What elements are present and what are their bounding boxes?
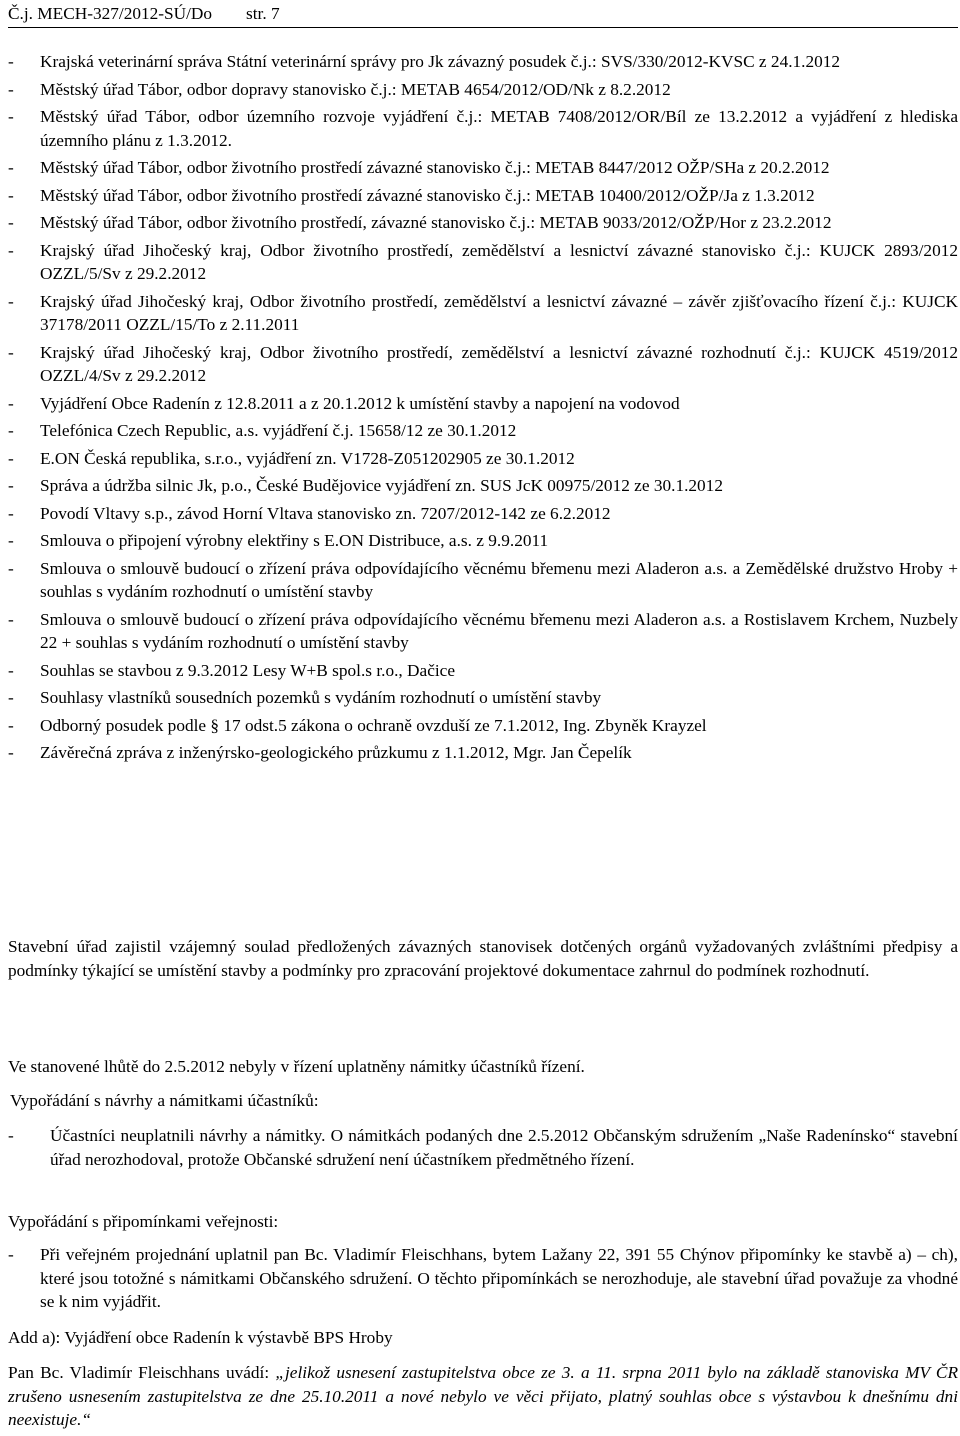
list-item-text: Městský úřad Tábor, odbor dopravy stanovisko č.j.: METAB 4654/2012/OD/Nk z 8.2.2012 xyxy=(40,79,671,99)
list-item-text: Odborný posudek podle § 17 odst.5 zákona o ochraně ovzduší ze 7.1.2012, Ing. Zbyněk Krayzel xyxy=(40,715,707,735)
page-number: str. 7 xyxy=(246,4,280,23)
header-divider xyxy=(8,27,958,28)
list-item xyxy=(8,211,958,235)
list-dash: - xyxy=(8,342,14,362)
deadline-paragraph: Ve stanovené lhůtě do 2.5.2012 nebyly v řízení uplatněny námitky účastníků řízení. xyxy=(8,1057,585,1076)
page-header xyxy=(8,2,958,26)
list-item xyxy=(8,392,958,416)
list-dash: - xyxy=(8,185,14,205)
list-item xyxy=(8,239,958,286)
conclusion-paragraph: Stavební úřad zajistil vzájemný soulad předložených závazných stanovisek dotčených orgánů vyžadovaných zvláštními předpisy a podmínky týkající se umístění stavby a podmínky pro zpracování projektové dokumentace zahrnul do podmínek rozhodnutí. xyxy=(8,937,958,980)
list-dash: - xyxy=(8,213,14,232)
list-dash: - xyxy=(8,421,14,440)
quote-paragraph xyxy=(8,1361,958,1432)
list-item-text: Krajský úřad Jihočeský kraj, Odbor životního prostředí, zemědělství a lesnictví závazné – závěr zjišťovacího řízení č.j.: KUJCK 37178/2011 OZZL/15/To z 2.11.2011 xyxy=(40,291,958,334)
list-item-text: Městský úřad Tábor, odbor životního prostředí, závazné stanovisko č.j.: METAB 9033/2012/OŽP/Hor z 23.2.2012 xyxy=(40,213,832,232)
list-dash: - xyxy=(8,743,14,762)
public-item xyxy=(8,1243,958,1314)
list-item xyxy=(8,741,958,765)
list-item-text: Městský úřad Tábor, odbor životního prostředí závazné stanovisko č.j.: METAB 8447/2012 OŽP/SHa z 20.2.2012 xyxy=(40,158,830,177)
list-item-text: Správa a údržba silnic Jk, p.o., České Budějovice vyjádření zn. SUS JcK 00975/2012 ze 30.1.2012 xyxy=(40,476,723,495)
list-dash: - xyxy=(8,531,14,550)
list-item-text: Městský úřad Tábor, odbor územního rozvoje vyjádření č.j.: METAB 7408/2012/OR/Bíl ze 13.2.2012 a vyjádření z hlediska územního plánu z 1.3.2012. xyxy=(40,107,958,150)
list-item xyxy=(8,50,958,74)
list-dash: - xyxy=(8,107,14,126)
list-item-text: Smlouva o smlouvě budoucí o zřízení práva odpovídajícího věcnému břemenu mezi Aladeron a.s. a Zemědělské družstvo Hroby + souhlas s vydáním rozhodnutí o umístění stavby xyxy=(40,558,958,601)
list-dash: - xyxy=(8,79,14,99)
list-dash: - xyxy=(8,715,14,735)
list-dash: - xyxy=(8,688,14,707)
public-heading: Vypořádání s připomínkami veřejnosti: xyxy=(8,1212,279,1231)
public-section xyxy=(8,1243,958,1314)
list-item xyxy=(8,78,958,102)
list-dash: - xyxy=(8,609,14,629)
list-item xyxy=(8,105,958,152)
list-item xyxy=(8,290,958,337)
list-item xyxy=(8,184,958,208)
list-item-text: Souhlas se stavbou z 9.3.2012 Lesy W+B spol.s r.o., Dačice xyxy=(40,660,456,680)
list-item xyxy=(8,714,958,738)
list-item xyxy=(8,686,958,710)
list-item-text: Krajský úřad Jihočeský kraj, Odbor životního prostředí, zemědělství a lesnictví závazné stanovisko č.j.: KUJCK 2893/2012 OZZL/5/Sv z 29.2.2012 xyxy=(40,240,958,283)
list-item xyxy=(8,474,958,498)
list-item xyxy=(8,156,958,180)
list-item-text: Vyjádření Obce Radenín z 12.8.2011 a z 20.1.2012 k umístění stavby a napojení na vodovod xyxy=(40,393,680,413)
list-dash: - xyxy=(8,448,14,468)
list-item xyxy=(8,659,958,683)
list-item-text: Krajská veterinární správa Státní veterinární správy pro Jk závazný posudek č.j.: SVS/330/2012-KVSC z 24.1.2012 xyxy=(40,52,841,71)
public-item-text: Při veřejném projednání uplatnil pan Bc. Vladimír Fleischhans, bytem Lažany 22, 391 55 Chýnov připomínky ke stavbě a) – ch), které jsou totožné s námitkami Občanského sdružení. O těchto připomínkách se nerozhoduje, ale stavební úřad považuje za vhodné se k nim vyjádřit. xyxy=(40,1245,958,1311)
quote-text: „jelikož usnesení zastupitelstva obce ze 3. a 11. srpna 2011 bylo na základě stanoviska MV ČR zrušeno usnesením zastupitelstva ze dne 25.10.2011 a nové nebylo ve věci přijato, platný souhlas obce s výstavbou k dnešnímu dni neexistuje.“ xyxy=(8,1363,958,1429)
list-item xyxy=(8,341,958,388)
list-item xyxy=(8,419,958,443)
list-item xyxy=(8,529,958,553)
add-a-heading: Add a): Vyjádření obce Radenín k výstavbě BPS Hroby xyxy=(8,1328,393,1347)
list-item xyxy=(8,608,958,655)
list-dash: - xyxy=(8,476,14,495)
list-dash: - xyxy=(8,52,14,71)
list-dash: - xyxy=(8,393,14,413)
proposals-section xyxy=(8,1124,958,1171)
list-item-text: Smlouva o smlouvě budoucí o zřízení práva odpovídajícího věcnému břemenu mezi Aladeron a.s. a Rostislavem Krchem, Nuzbely 22 + souhlas s vydáním rozhodnutí o umístění stavby xyxy=(40,609,958,652)
list-item-text: E.ON Česká republika, s.r.o., vyjádření zn. V1728-Z051202905 ze 30.1.2012 xyxy=(40,448,575,468)
documents-list xyxy=(8,50,958,769)
proposals-item-text: Účastníci neuplatnili návrhy a námitky. O námitkách podaných dne 2.5.2012 Občanským sdružením „Naše Radenínsko“ stavební úřad nerozhodoval, protože Občanské sdružení není účastníkem předmětného řízení. xyxy=(50,1126,958,1169)
list-item-text: Povodí Vltavy s.p., závod Horní Vltava stanovisko zn. 7207/2012-142 ze 6.2.2012 xyxy=(40,503,611,523)
list-dash: - xyxy=(8,240,14,260)
list-dash: - xyxy=(8,291,14,311)
list-item xyxy=(8,502,958,526)
list-dash: - xyxy=(8,503,14,523)
reference-number: Č.j. MECH-327/2012-SÚ/Do xyxy=(8,4,213,23)
list-item-text: Souhlasy vlastníků sousedních pozemků s vydáním rozhodnutí o umístění stavby xyxy=(40,688,602,707)
list-item-text: Závěrečná zpráva z inženýrsko-geologického průzkumu z 1.1.2012, Mgr. Jan Čepelík xyxy=(40,743,632,762)
list-item-text: Smlouva o připojení výrobny elektřiny s E.ON Distribuce, a.s. z 9.9.2011 xyxy=(40,531,549,550)
list-dash: - xyxy=(8,1245,14,1264)
proposals-heading: Vypořádání s návrhy a námitkami účastníků: xyxy=(10,1091,319,1110)
list-dash: - xyxy=(8,558,14,578)
list-item-text: Krajský úřad Jihočeský kraj, Odbor životního prostředí, zemědělství a lesnictví závazné rozhodnutí č.j.: KUJCK 4519/2012 OZZL/4/Sv z 29.2.2012 xyxy=(40,342,958,385)
list-item xyxy=(8,557,958,604)
list-item-text: Městský úřad Tábor, odbor životního prostředí závazné stanovisko č.j.: METAB 10400/2012/OŽP/Ja z 1.3.2012 xyxy=(40,185,815,205)
quote-lead: Pan Bc. Vladimír Fleischhans uvádí: xyxy=(8,1363,270,1382)
list-dash: - xyxy=(8,158,14,177)
list-dash: - xyxy=(8,660,14,680)
list-dash: - xyxy=(8,1126,14,1145)
list-item-text: Telefónica Czech Republic, a.s. vyjádření č.j. 15658/12 ze 30.1.2012 xyxy=(40,421,517,440)
proposals-item xyxy=(8,1124,958,1171)
list-item xyxy=(8,447,958,471)
